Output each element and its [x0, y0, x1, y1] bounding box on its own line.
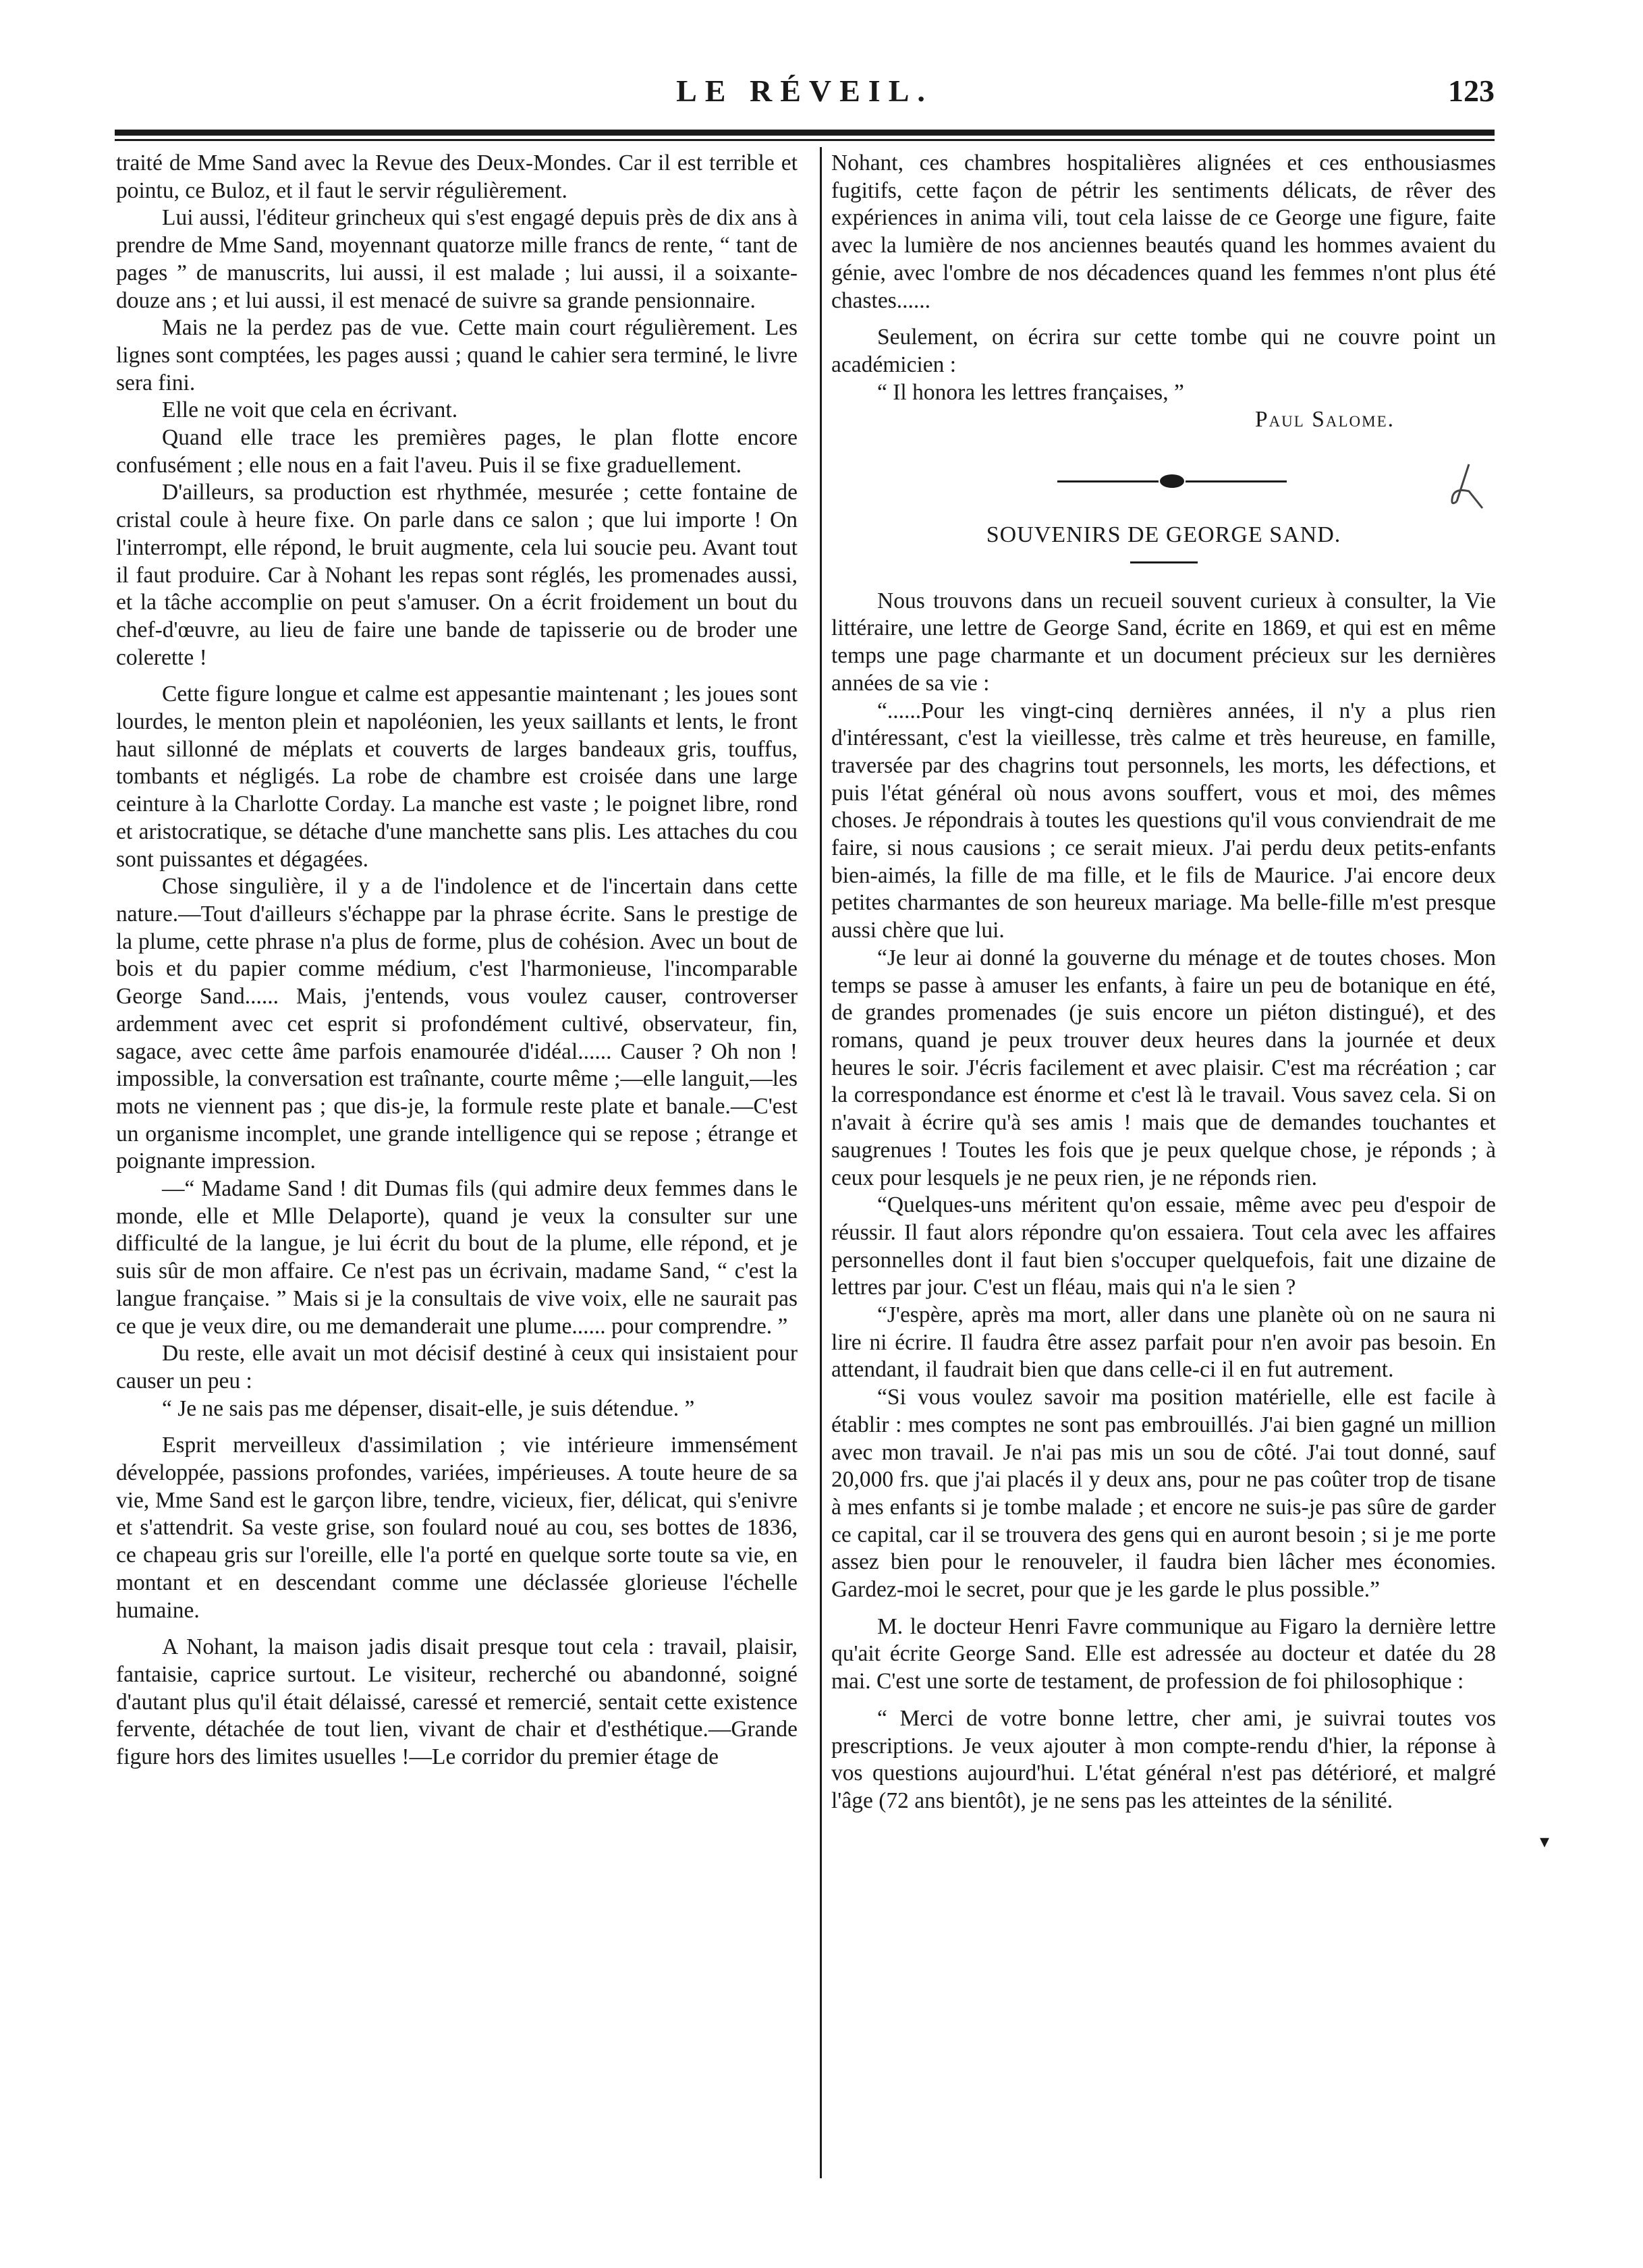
section-title: SOUVENIRS DE GEORGE SAND. — [986, 522, 1341, 548]
paragraph: M. le docteur Henri Favre communique au Figaro la dernière lettre qu'ait écrite George Sand. Elle est adressée au docteur et datée du 28 mai. C'est une sorte de testament, de profession de foi philosophique : — [831, 1613, 1496, 1694]
paragraph: Lui aussi, l'éditeur grincheux qui s'est engagé depuis près de dix ans à prendre de Mme Sand, moyennant quatorze mille francs de rente, “ tant de pages ” de manuscrits, lui aussi, il est malade ; lui aussi, il a soixante-douze ans ; et lui aussi, il est menacé de suivre sa grande pensionnaire. — [116, 205, 798, 313]
paragraph: Elle ne voit que cela en écrivant. — [162, 397, 458, 423]
left-column — [116, 150, 798, 1771]
epitaph-quote: “ Il honora les lettres françaises, ” — [877, 379, 1184, 405]
paragraph: “ Je ne sais pas me dépenser, disait-elle, je suis détendue. ” — [162, 1395, 695, 1421]
paragraph: Esprit merveilleux d'assimilation ; vie intérieure immensément développée, passions profondes, variées, impérieuses. A toute heure de sa vie, Mme Sand est le garçon libre, tendre, vicieux, fier, délicat, qui s'enivre et s'attendrit. Sa veste grise, son foulard noué au cou, ses bottes de 1836, ce chapeau gris sur l'oreille, elle l'a porté en quelque sorte toute sa vie, en montant et en descendant comme une déclassée glorieuse l'échelle humaine. — [116, 1433, 798, 1623]
paragraph: Nous trouvons dans un recueil souvent curieux à consulter, la Vie littéraire, une lettre de George Sand, écrite en 1869, et qui est en même temps une page charmante et un document précieux sur les dernières années de sa vie : — [831, 588, 1496, 696]
paragraph: “Si vous voulez savoir ma position matérielle, elle est facile à établir : mes comptes ne sont pas embrouillés. J'ai bien gagné un million avec mon travail. Je n'ai pas mis un sou de côté. J'ai tout donné, sauf 20,000 frs. que j'ai placés il y deux ans, pour ne pas coûter trop de tisane à mes enfants si je tombe malade ; et encore ne suis-je pas sûre de garder ce capital, car il se trouvera des gens qui en auront besoin ; si je me porte assez bien pour le renouveler, il faudra bien lâcher mes économies. Gardez-moi le secret, pour que je les garde le plus possible.” — [831, 1385, 1496, 1603]
paragraph: A Nohant, la maison jadis disait presque tout cela : travail, plaisir, fantaisie, caprice surtout. Le visiteur, recherché ou abandonné, soigné d'autant plus qu'il était délaissé, caressé et remercié, sentait cette existence fervente, détachée de tout lien, vivant de chair et d'esthétique.—Grande figure hors des limites usuelles !—Le corridor du premier étage de — [116, 1634, 798, 1770]
paragraph: “Je leur ai donné la gouverne du ménage et de toutes choses. Mon temps se passe à amuser les enfants, à faire un peu de botanique en été, de grandes promenades (je suis encore un piéton distingué), et des romans, quand je peux trouver deux heures dans la journée et deux heures le soir. J'écris facilement et avec plaisir. C'est ma récréation ; car la correspondance est énorme et c'est là le travail. Vous savez cela. Si on n'avait à écrire qu'à ses amis ! mais que de demandes touchantes et saugrenues ! Toutes les fois que je peux quelque chose, je réponds ; à ceux pour lesquels je ne peux rien, je ne réponds rien. — [831, 945, 1496, 1190]
running-title: LE RÉVEIL. — [676, 74, 933, 108]
page-number: 123 — [1448, 74, 1495, 108]
author-signature: Paul Salome. — [1254, 407, 1395, 433]
paragraph: “......Pour les vingt-cinq dernières années, il n'y a plus rien d'intéressant, c'est la vieillesse, très calme et très heureuse, en famille, traversée par des chagrins tout personnels, les morts, les défections, et puis l'état général où nous avons souffert, vous et moi, des mêmes choses. Je répondrais à toutes les questions qu'il vous conviendrait de me faire, si nous causions ; ce serait mieux. J'ai perdu deux petits-enfants bien-aimés, la fille de ma fille, et le fils de Maurice. J'ai encore deux petites charmantes de son heureux mariage. Ma belle-fille m'est presque aussi chère que lui. — [831, 698, 1496, 943]
paragraph: Chose singulière, il y a de l'indolence et de l'incertain dans cette nature.—Tout d'ailleurs s'échappe par la phrase écrite. Sans le prestige de la plume, cette phrase n'a plus de forme, plus de cohésion. Avec un bout de bois et du papier comme médium, c'est l'harmonieuse, l'incomparable George Sand...... Mais, j'entends, vous voulez causer, controverser ardemment avec cet esprit si profondément cultivé, observateur, fin, sagace, avec cette âme parfois enamourée d'idéal...... Causer ? Oh non ! impossible, la conversation est traînante, courte même ;—elle languit,—les mots ne viennent pas ; que dis-je, la formule reste plate et banale.—C'est un organisme incomplet, une grande intelligence qui se repose ; étrange et poignante impression. — [116, 874, 798, 1174]
margin-arrow-icon: ▾ — [1540, 1831, 1550, 1852]
ornament-line-left — [1057, 480, 1159, 482]
paragraph: Du reste, elle avait un mot décisif destiné à ceux qui insistaient pour causer un peu : — [116, 1341, 798, 1393]
paragraph: “J'espère, après ma mort, aller dans une planète où on ne saura ni lire ni écrire. Il faudra être assez parfait pour n'en avoir pas besoin. En attendant, il faudrait bien que dans celle-ci il en fut autrement. — [831, 1302, 1496, 1383]
ornament-line-right — [1186, 480, 1287, 482]
right-column — [831, 150, 1496, 1815]
paragraph: —“ Madame Sand ! dit Dumas fils (qui admire deux femmes dans le monde, elle et Mlle Delaporte), quand je veux la consulter sur une difficulté de la langue, je lui écrit du bout de la plume, elle répond, et je suis sûr de mon affaire. Ce n'est pas un écrivain, madame Sand, “ c'est la langue française. ” Mais si je la consultais de vive voix, elle ne saurait pas ce que je veux dire, ou me demanderait une plume...... pour comprendre. ” — [116, 1176, 798, 1339]
paragraph: Cette figure longue et calme est appesantie maintenant ; les joues sont lourdes, le menton plein et napoléonien, les yeux saillants et lents, le front haut sillonné de méplats et couverts de larges bandeaux gris, touffus, tombants et négligés. La robe de chambre est croisée dans une large ceinture à la Charlotte Corday. La manche est vaste ; le poignet libre, rond et aristocratique, se détache d'une manchette sans plis. Les attaches du cou sont puissantes et dégagées. — [116, 682, 798, 872]
ornament-center — [1160, 474, 1184, 488]
section-ornament — [831, 461, 1496, 501]
paragraph: “ Merci de votre bonne lettre, cher ami, je suivrai toutes vos prescriptions. Je veux ajouter à mon compte-rendu d'hier, la réponse à vos questions aujourd'hui. L'état général n'est pas détérioré, et malgré l'âge (72 ans bientôt), je ne sens pas les atteintes de la sénilité. — [831, 1705, 1496, 1813]
paragraph: D'ailleurs, sa production est rhythmée, mesurée ; cette fontaine de cristal coule à heure fixe. On parle dans ce salon ; que lui importe ! On l'interrompt, elle répond, le bruit augmente, cela lui soucie peu. Avant tout il faut produire. Car à Nohant les repas sont réglés, les promenades aussi, et la tâche accomplie on peut s'amuser. On a écrit froidement un bout du chef-d'œuvre, au lieu de faire une bande de tapisserie ou de broder une colerette ! — [116, 480, 798, 670]
paragraph: Mais ne la perdez pas de vue. Cette main court régulièrement. Les lignes sont comptées, les pages aussi ; quand le cahier sera terminé, le livre sera fini. — [116, 315, 798, 395]
column-divider — [820, 147, 822, 2178]
paragraph: Nohant, ces chambres hospitalières alignées et ces enthousiasmes fugitifs, cette façon de pétrir les sentiments délicats, de rêver des expériences in anima vili, tout cela laisse de ce George une figure, faite avec la lumière de nos anciennes beautés quand les hommes avaient du génie, avec l'ombre de nos décadences quand les femmes n'ont plus été chastes...... — [831, 150, 1496, 313]
paragraph: “Quelques-uns méritent qu'on essaie, même avec peu d'espoir de réussir. Il faut alors répondre qu'on essaiera. Tout cela avec les affaires personnelles dont il faut bien s'occuper quelquefois, fait une dizaine de lettres par jour. C'est un fléau, mais qui n'a le sien ? — [831, 1192, 1496, 1300]
header-rule-thick — [115, 130, 1495, 136]
title-underline — [1130, 561, 1198, 563]
paragraph: Seulement, on écrira sur cette tombe qui ne couvre point un académicien : — [831, 325, 1496, 377]
paragraph: traité de Mme Sand avec la Revue des Deux-Mondes. Car il est terrible et pointu, ce Buloz, et il faut le servir régulièrement. — [116, 150, 798, 203]
paragraph: Quand elle trace les premières pages, le plan flotte encore confusément ; elle nous en a fait l'aveu. Puis il se fixe graduellement. — [116, 425, 798, 478]
header-rule-thin — [115, 139, 1495, 141]
pencil-annotation-icon — [1442, 461, 1489, 515]
page-header — [115, 67, 1495, 115]
